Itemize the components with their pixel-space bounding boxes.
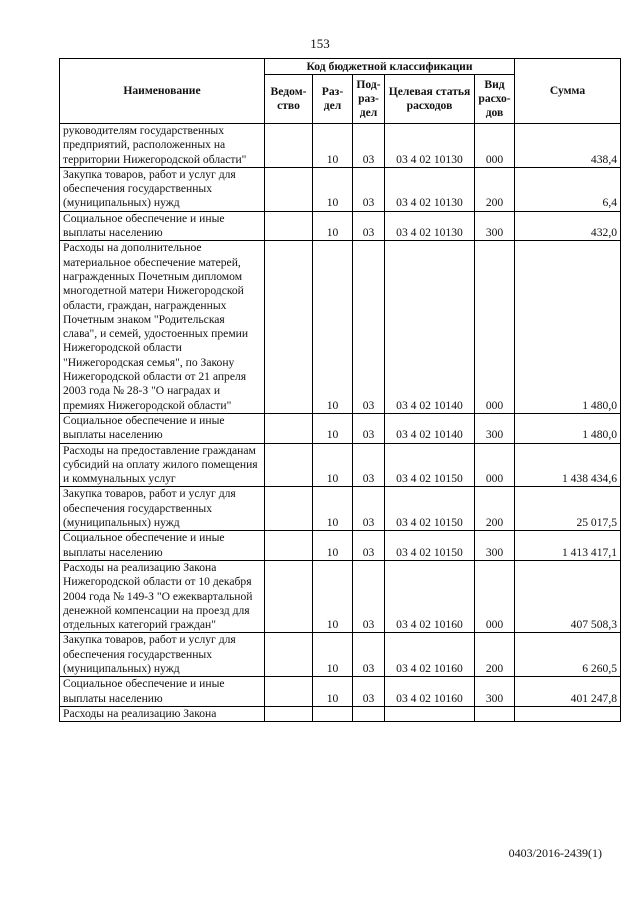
row-vedomstvo: [265, 706, 313, 721]
row-vedomstvo: [265, 531, 313, 561]
header-name: Наименование: [60, 59, 265, 124]
row-podrazdel: [353, 706, 385, 721]
header-classification: Код бюджетной классификации: [265, 59, 515, 75]
row-name: Закупка товаров, работ и услуг для обеспечения государственных (муниципальных) нужд: [60, 487, 265, 531]
row-vid: 200: [475, 633, 515, 677]
row-podrazdel: 03: [353, 413, 385, 443]
row-summa: 6,4: [515, 167, 621, 211]
row-vedomstvo: [265, 413, 313, 443]
row-vid: 300: [475, 677, 515, 707]
row-podrazdel: 03: [353, 633, 385, 677]
table-row: [60, 531, 621, 561]
row-razdel: 10: [313, 167, 353, 211]
row-razdel: 10: [313, 211, 353, 241]
row-podrazdel: 03: [353, 124, 385, 168]
row-razdel: 10: [313, 413, 353, 443]
row-podrazdel: 03: [353, 167, 385, 211]
table-row: [60, 413, 621, 443]
row-vedomstvo: [265, 633, 313, 677]
table-row: [60, 443, 621, 487]
header-podrazdel: Под-раз-дел: [353, 75, 385, 124]
table-row: [60, 487, 621, 531]
row-vedomstvo: [265, 124, 313, 168]
row-razdel: 10: [313, 531, 353, 561]
row-vid: 000: [475, 560, 515, 632]
row-celevaya: 03 4 02 10150: [385, 487, 475, 531]
row-summa: 1 480,0: [515, 241, 621, 414]
row-razdel: [313, 706, 353, 721]
row-name: Социальное обеспечение и иные выплаты населению: [60, 211, 265, 241]
row-vid: 000: [475, 124, 515, 168]
table-row: [60, 124, 621, 168]
header-vedomstvo: Ведом-ство: [265, 75, 313, 124]
row-summa: 1 438 434,6: [515, 443, 621, 487]
row-vedomstvo: [265, 560, 313, 632]
header-summa: Сумма: [515, 59, 621, 124]
row-celevaya: 03 4 02 10130: [385, 167, 475, 211]
row-summa: 25 017,5: [515, 487, 621, 531]
row-celevaya: 03 4 02 10160: [385, 633, 475, 677]
row-vedomstvo: [265, 487, 313, 531]
row-summa: 401 247,8: [515, 677, 621, 707]
row-celevaya: 03 4 02 10130: [385, 124, 475, 168]
row-name: Закупка товаров, работ и услуг для обеспечения государственных (муниципальных) нужд: [60, 167, 265, 211]
row-vid: 300: [475, 413, 515, 443]
row-name: Расходы на реализацию Закона Нижегородской области от 10 декабря 2004 года № 149-З "О ежеквартальной денежной компенсации на проезд для отдельных категорий граждан": [60, 560, 265, 632]
row-vid: 200: [475, 167, 515, 211]
row-name: Закупка товаров, работ и услуг для обеспечения государственных (муниципальных) нужд: [60, 633, 265, 677]
row-vedomstvo: [265, 677, 313, 707]
row-name: Социальное обеспечение и иные выплаты населению: [60, 413, 265, 443]
row-celevaya: 03 4 02 10150: [385, 531, 475, 561]
row-razdel: 10: [313, 633, 353, 677]
budget-table: [59, 58, 621, 722]
row-name: Расходы на предоставление гражданам субсидий на оплату жилого помещения и коммунальных услуг: [60, 443, 265, 487]
row-vid: 000: [475, 241, 515, 414]
row-podrazdel: 03: [353, 560, 385, 632]
row-summa: 1 480,0: [515, 413, 621, 443]
table-row: [60, 167, 621, 211]
row-razdel: 10: [313, 677, 353, 707]
table-row: [60, 706, 621, 721]
row-podrazdel: 03: [353, 677, 385, 707]
row-vedomstvo: [265, 167, 313, 211]
row-summa: [515, 706, 621, 721]
row-celevaya: 03 4 02 10140: [385, 413, 475, 443]
row-podrazdel: 03: [353, 487, 385, 531]
row-name: Социальное обеспечение и иные выплаты населению: [60, 531, 265, 561]
row-razdel: 10: [313, 487, 353, 531]
row-razdel: 10: [313, 124, 353, 168]
row-summa: 1 413 417,1: [515, 531, 621, 561]
row-podrazdel: 03: [353, 241, 385, 414]
row-celevaya: 03 4 02 10160: [385, 677, 475, 707]
row-name: Расходы на дополнительное материальное обеспечение матерей, награжденных Почетным дипломом многодетной матери Нижегородской области, граждан, награжденных Почетным знаком "Родительская слава", и семей, удостоенных премии Нижегородской области "Нижегородская семья", по Закону Нижегородской области от 21 апреля 2003 года № 28-З "О наградах и премиях Нижегородской области": [60, 241, 265, 414]
row-podrazdel: 03: [353, 531, 385, 561]
row-celevaya: 03 4 02 10130: [385, 211, 475, 241]
row-vedomstvo: [265, 443, 313, 487]
row-podrazdel: 03: [353, 443, 385, 487]
row-celevaya: 03 4 02 10140: [385, 241, 475, 414]
row-summa: 438,4: [515, 124, 621, 168]
header-celevaya: Целевая статья расходов: [385, 75, 475, 124]
row-celevaya: [385, 706, 475, 721]
row-razdel: 10: [313, 560, 353, 632]
table-row: [60, 560, 621, 632]
row-razdel: 10: [313, 241, 353, 414]
row-vedomstvo: [265, 241, 313, 414]
page-number: 153: [310, 36, 330, 51]
row-celevaya: 03 4 02 10150: [385, 443, 475, 487]
header-vid: Вид расхо-дов: [475, 75, 515, 124]
row-celevaya: 03 4 02 10160: [385, 560, 475, 632]
row-name: Социальное обеспечение и иные выплаты населению: [60, 677, 265, 707]
table-row: [60, 241, 621, 414]
row-summa: 432,0: [515, 211, 621, 241]
row-name: руководителям государственных предприятий, расположенных на территории Нижегородской области": [60, 124, 265, 168]
header-razdel: Раз-дел: [313, 75, 353, 124]
table-body: [60, 124, 621, 722]
table-row: [60, 633, 621, 677]
table-row: [60, 211, 621, 241]
row-summa: 407 508,3: [515, 560, 621, 632]
row-summa: 6 260,5: [515, 633, 621, 677]
table-row: [60, 677, 621, 707]
row-vid: 000: [475, 443, 515, 487]
row-vid: 300: [475, 211, 515, 241]
row-vedomstvo: [265, 211, 313, 241]
row-vid: 300: [475, 531, 515, 561]
row-vid: [475, 706, 515, 721]
row-vid: 200: [475, 487, 515, 531]
row-podrazdel: 03: [353, 211, 385, 241]
document-code: 0403/2016-2439(1): [508, 846, 602, 860]
row-name: Расходы на реализацию Закона: [60, 706, 265, 721]
row-razdel: 10: [313, 443, 353, 487]
